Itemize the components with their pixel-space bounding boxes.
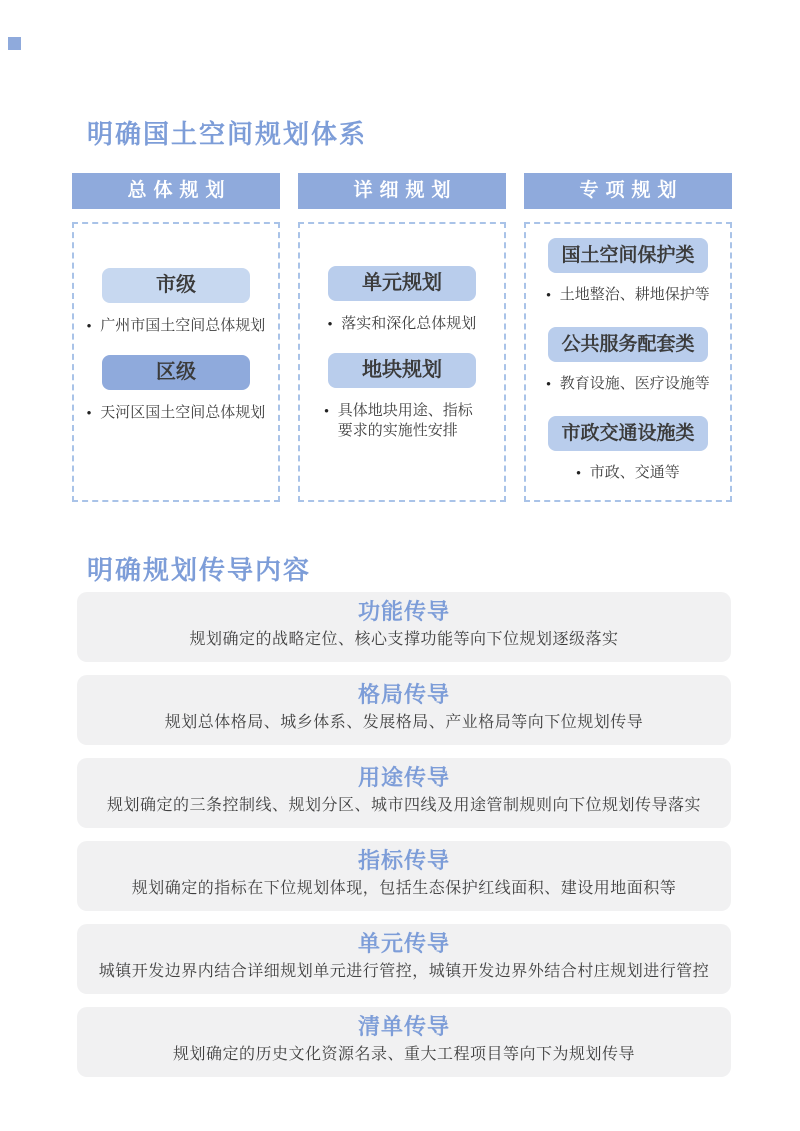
corner-accent-square xyxy=(8,37,21,50)
planning-system-title: 明确国土空间规划体系 xyxy=(87,119,368,149)
card-use-transmission xyxy=(77,758,731,828)
bullet-dot: • xyxy=(86,405,92,420)
bullet-dot: • xyxy=(576,465,581,480)
bullet-item xyxy=(532,463,724,483)
bullet-dot: • xyxy=(546,376,551,391)
bullet-item xyxy=(532,374,724,394)
card-title: 用途传导 xyxy=(357,765,450,790)
column-special-planning xyxy=(524,173,732,502)
bullet-item xyxy=(306,401,498,441)
pill-city-level: 市级 xyxy=(102,268,250,303)
planning-columns xyxy=(72,173,732,502)
bullet-item xyxy=(80,403,272,423)
bullet-item xyxy=(532,285,724,305)
card-description: 规划总体格局、城乡体系、发展格局、产业格局等向下位规划传导 xyxy=(164,714,644,731)
bullet-text: 广州市国土空间总体规划 xyxy=(100,317,266,334)
card-description: 规划确定的指标在下位规划体现，包括生态保护红线面积、建设用地面积等 xyxy=(131,880,677,897)
card-description: 规划确定的三条控制线、规划分区、城市四线及用途管制规则向下位规划传导落实 xyxy=(106,797,701,814)
column-detailed-planning xyxy=(298,173,506,502)
bullet-dot: • xyxy=(327,316,333,331)
card-description: 规划确定的历史文化资源名录、重大工程项目等向下为规划传导 xyxy=(172,1046,635,1063)
card-description: 规划确定的战略定位、核心支撑功能等向下位规划逐级落实 xyxy=(189,631,619,648)
pill-plot-planning: 地块规划 xyxy=(328,353,476,388)
card-indicator-transmission xyxy=(77,841,731,911)
transmission-cards xyxy=(77,592,731,1090)
bullet-dot: • xyxy=(324,403,329,418)
pill-unit-planning: 单元规划 xyxy=(328,266,476,301)
card-list-transmission xyxy=(77,1007,731,1077)
column-box-special xyxy=(524,222,732,502)
bullet-dot: • xyxy=(546,287,551,302)
pill-district-level: 区级 xyxy=(102,355,250,390)
column-box-master xyxy=(72,222,280,502)
bullet-item xyxy=(306,314,498,334)
column-master-planning xyxy=(72,173,280,502)
bullet-text: 土地整治、耕地保护等 xyxy=(559,286,710,303)
bullet-text: 具体地块用途、指标要求的实施性安排 xyxy=(337,402,473,439)
column-header-master: 总体规划 xyxy=(72,173,280,209)
bullet-text: 落实和深化总体规划 xyxy=(341,315,477,332)
bullet-dot: • xyxy=(86,318,92,333)
card-description: 城镇开发边界内结合详细规划单元进行管控，城镇开发边界外结合村庄规划进行管控 xyxy=(98,963,710,980)
bullet-item xyxy=(80,316,272,336)
pill-land-protection: 国土空间保护类 xyxy=(548,238,708,273)
transmission-content-title: 明确规划传导内容 xyxy=(87,555,312,585)
card-title: 清单传导 xyxy=(357,1014,450,1039)
column-header-special: 专项规划 xyxy=(524,173,732,209)
bullet-text: 天河区国土空间总体规划 xyxy=(100,404,266,421)
bullet-text: 教育设施、医疗设施等 xyxy=(559,375,710,392)
pill-municipal-transport: 市政交通设施类 xyxy=(548,416,708,451)
column-header-detailed: 详细规划 xyxy=(298,173,506,209)
card-title: 单元传导 xyxy=(357,931,450,956)
card-title: 功能传导 xyxy=(357,599,450,624)
bullet-text: 市政、交通等 xyxy=(589,464,680,481)
card-pattern-transmission xyxy=(77,675,731,745)
column-box-detailed xyxy=(298,222,506,502)
card-title: 指标传导 xyxy=(357,848,450,873)
pill-public-services: 公共服务配套类 xyxy=(548,327,708,362)
card-function-transmission xyxy=(77,592,731,662)
card-title: 格局传导 xyxy=(357,682,450,707)
card-unit-transmission xyxy=(77,924,731,994)
